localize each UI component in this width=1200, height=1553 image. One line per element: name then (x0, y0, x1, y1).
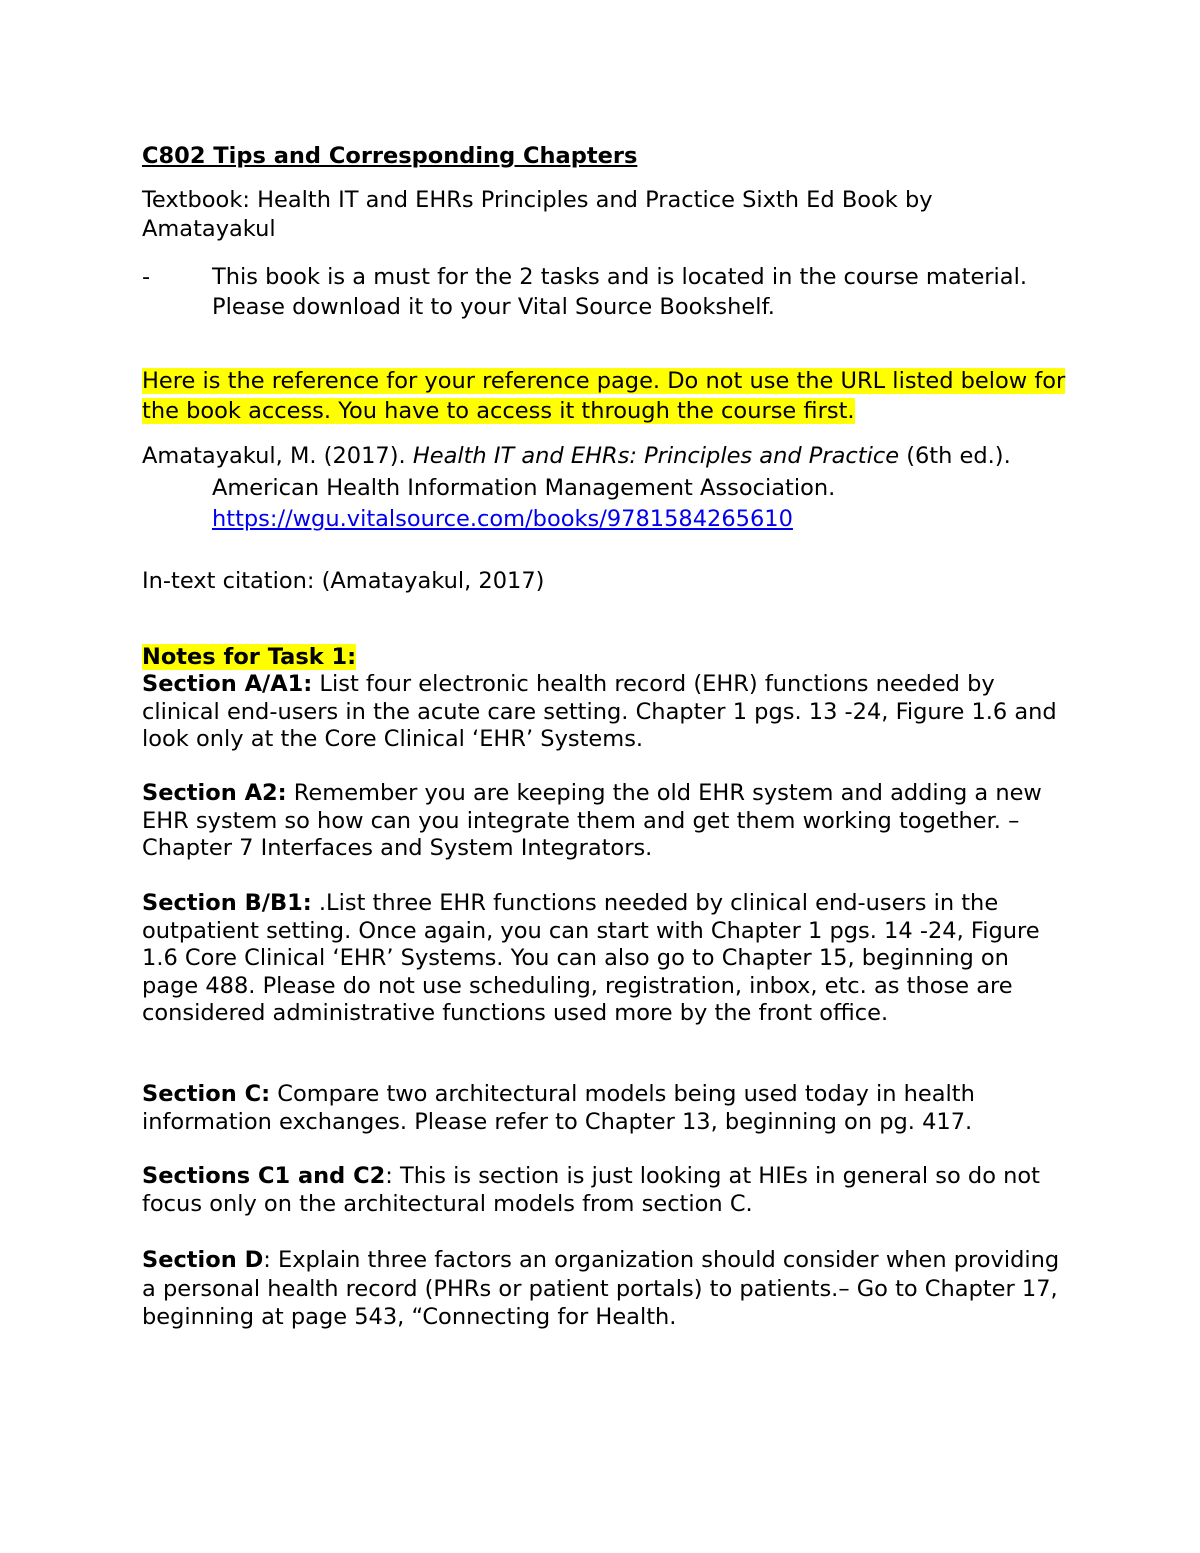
section-b-b1 (142, 890, 1072, 1028)
section-c (142, 1081, 1072, 1136)
section-text: .List three EHR functions needed by clinical end-users in the outpatient setting. Once again, you can start with Chapter 1 pgs. 14 -24, Figure 1.6 Core Clinical ‘EHR’ Systems. You can also go to Chapter 15, beginning on page 488. Please do not use scheduling, registration, inbox, etc. as those are considered administrative functions used more by the front office. (142, 890, 1040, 1026)
section-label: Section A/A1: (142, 671, 313, 697)
document-title: C802 Tips and Corresponding Chapters (142, 143, 638, 169)
section-text: : Explain three factors an organization should consider when providing a personal health record (PHRs or patient portals) to patients.– Go to Chapter 17, beginning at page 543, “Connecting for Health. (142, 1247, 1060, 1330)
document-body (142, 0, 1072, 1553)
section-label: Section D (142, 1247, 264, 1273)
section-label: Section A2: (142, 780, 287, 806)
reference-book-title: Health IT and EHRs: Principles and Practice (412, 443, 900, 469)
section-text: List four electronic health record (EHR) functions needed by clinical end-users in the acute care setting. Chapter 1 pgs. 13 -24, Figure 1.6 and look only at the Core Clinical ‘EHR’ Systems. (142, 671, 1057, 752)
notes-heading-text: Notes for Task 1: (142, 644, 357, 670)
bullet-text: This book is a must for the 2 tasks and is located in the course material. Please download it to your Vital Source Bookshelf. (212, 264, 1027, 320)
bullet-marker: - (142, 264, 151, 290)
reference-details: (6th ed.). American Health Information Management Association. (212, 443, 1011, 501)
section-label: Sections C1 and C2 (142, 1163, 386, 1189)
notes-heading (142, 643, 1072, 671)
reference-notice (142, 366, 1072, 426)
bullet-item (142, 262, 1072, 322)
section-d (142, 1246, 1072, 1332)
section-label: Section C: (142, 1081, 271, 1107)
textbook-line: Textbook: Health IT and EHRs Principles and Practice Sixth Ed Book by Amatayakul (142, 187, 933, 242)
section-a-a1 (142, 671, 1072, 754)
section-text: Remember you are keeping the old EHR system and adding a new EHR system so how can you integrate them and get them working together. – Chapter 7 Interfaces and System Integrators. (142, 780, 1042, 861)
highlighted-notice-text: Here is the reference for your reference page. Do not use the URL listed below for the book access. You have to access it through the course first. (142, 368, 1066, 424)
section-a2 (142, 780, 1072, 863)
section-text: Compare two architectural models being used today in health information exchanges. Please refer to Chapter 13, beginning on pg. 417. (142, 1081, 975, 1135)
in-text-citation: In-text citation: (Amatayakul, 2017) (142, 568, 545, 594)
sections-c1-c2 (142, 1163, 1072, 1218)
reference-url-link[interactable]: https://wgu.vitalsource.com/books/9781584265610 (212, 506, 793, 532)
apa-reference (142, 441, 1072, 536)
reference-author-year: Amatayakul, M. (2017). (142, 443, 413, 469)
section-label: Section B/B1: (142, 890, 312, 916)
section-text: : This is section is just looking at HIEs in general so do not focus only on the architectural models from section C. (142, 1163, 1040, 1217)
